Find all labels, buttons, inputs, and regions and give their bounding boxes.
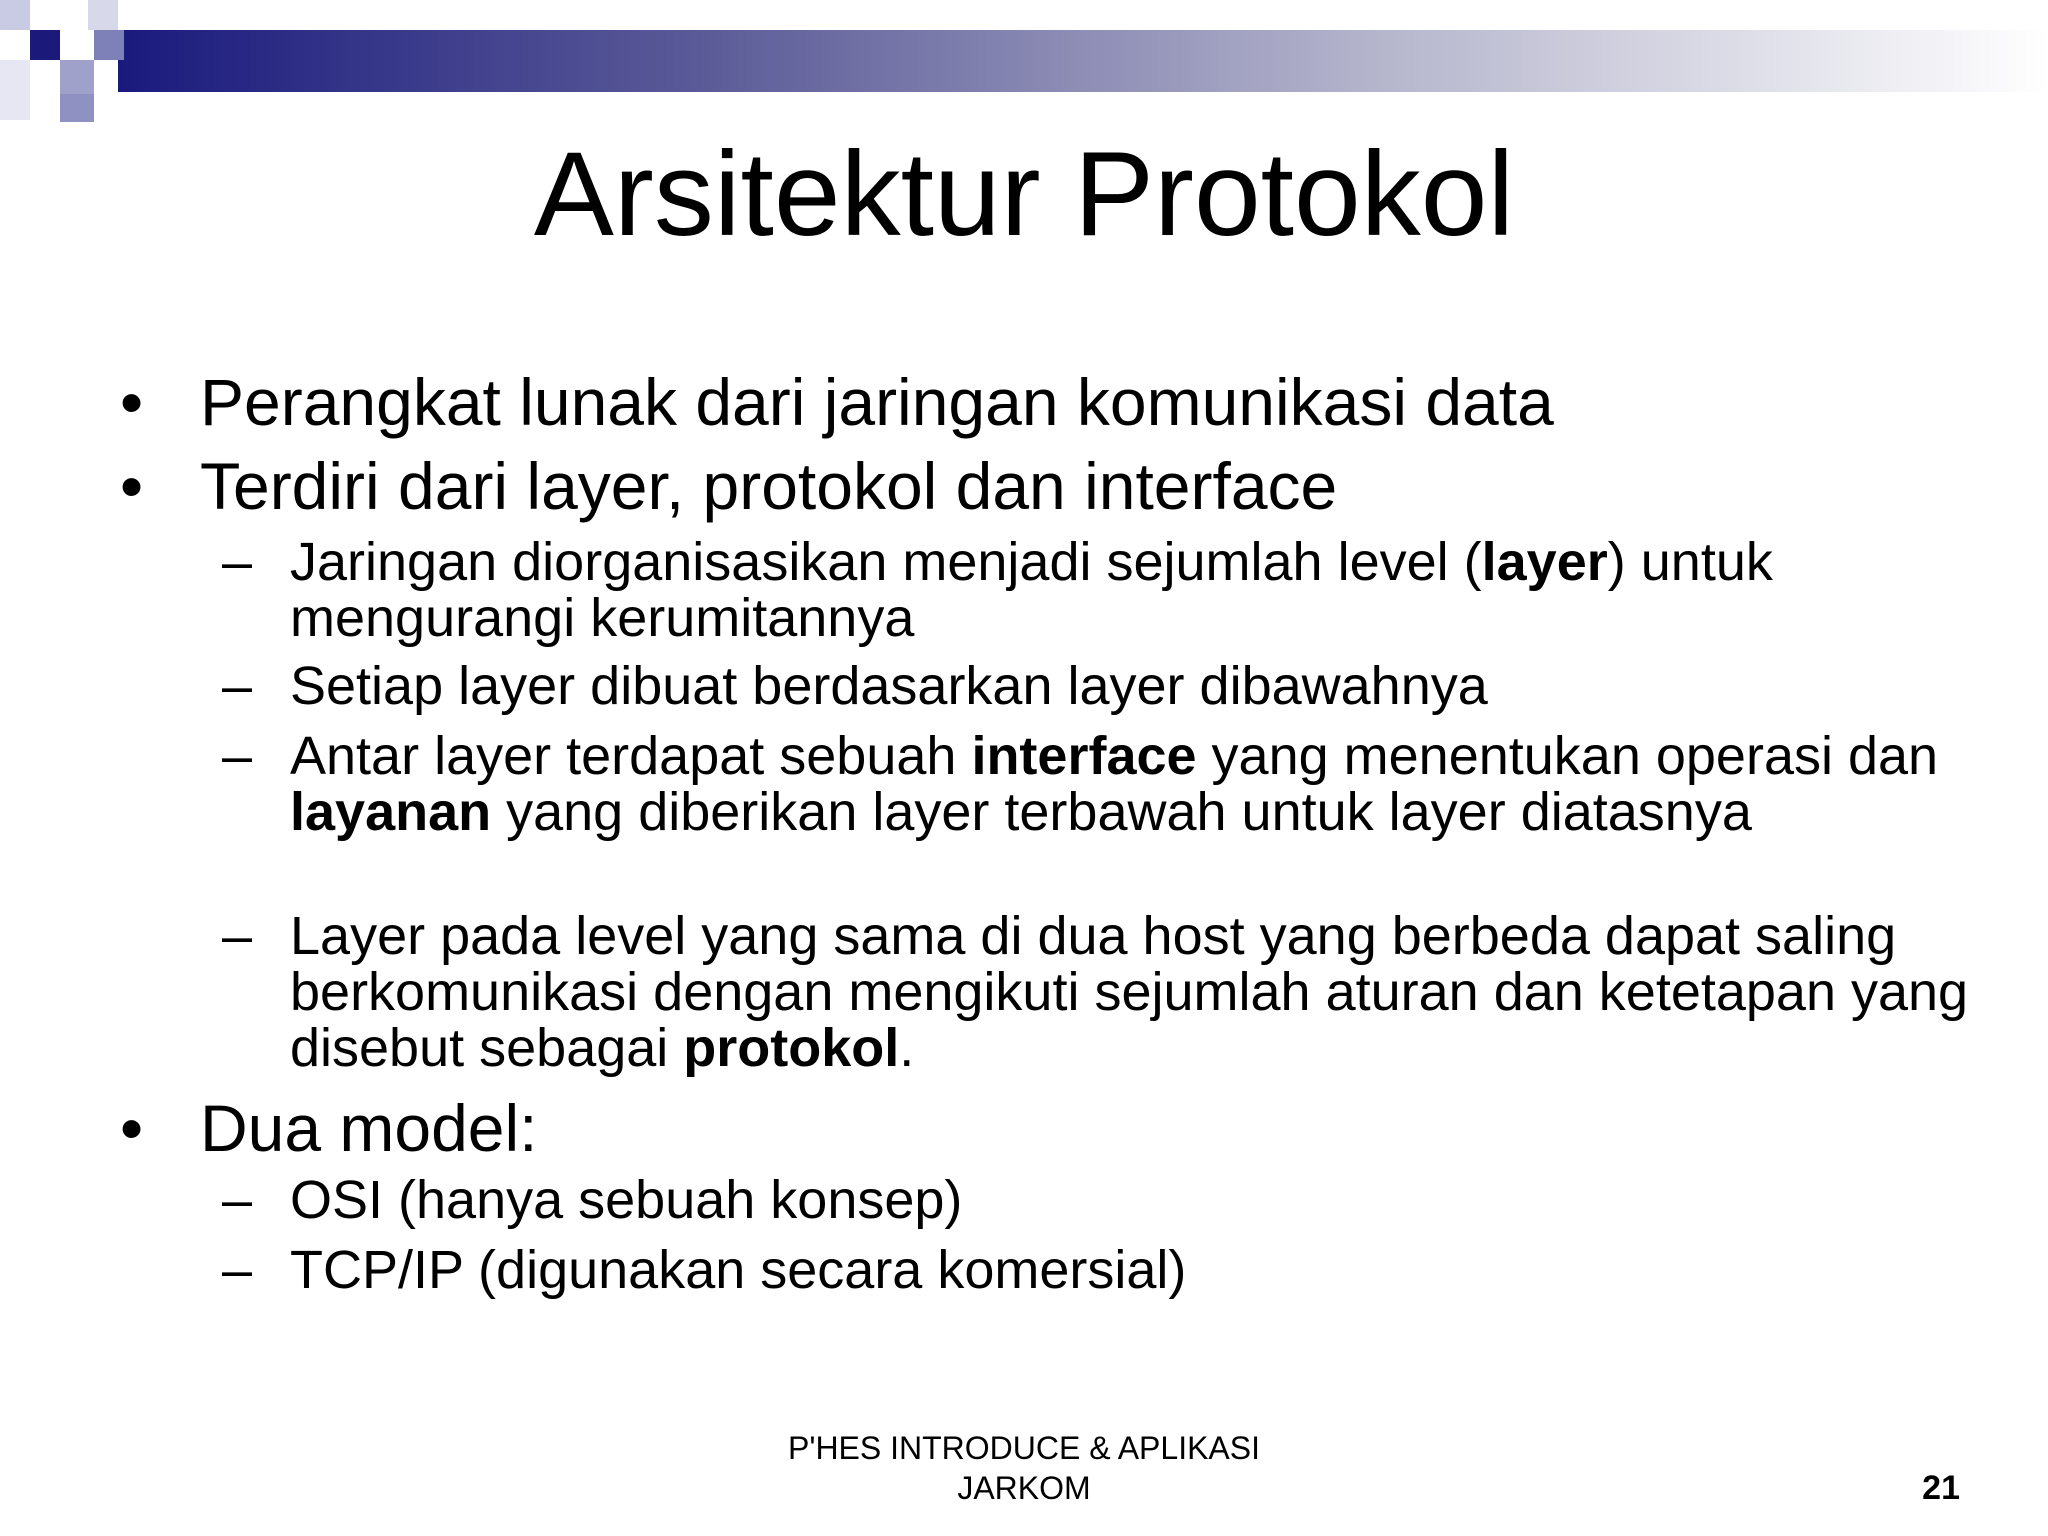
sub-text-bold: interface xyxy=(971,726,1197,786)
dash-glyph: – xyxy=(222,532,253,592)
dash-glyph: – xyxy=(222,906,253,966)
dash-glyph: – xyxy=(222,656,253,716)
sub-text-part: ) untuk mengurangi kerumitannya xyxy=(290,532,1773,648)
decor-square xyxy=(94,30,124,60)
bullet-glyph: • xyxy=(120,365,144,439)
sub-text-part: Antar layer terdapat sebuah xyxy=(290,726,972,786)
decor-square xyxy=(60,60,94,94)
header-decoration xyxy=(0,0,2048,130)
sub-text-part: Layer pada level yang sama di dua host yang berbeda dapat saling berkomunikasi dengan mengikuti sejumlah aturan dan ketetapan yang disebut sebagai xyxy=(290,906,1969,1078)
page-number: 21 xyxy=(1922,1469,1960,1507)
bullet-glyph: • xyxy=(120,449,144,523)
sub-item xyxy=(222,1240,1970,1300)
bullet-item xyxy=(120,1086,1980,1170)
sub-text-part: Jaringan diorganisasikan menjadi sejumlah level ( xyxy=(290,532,1482,592)
dash-glyph: – xyxy=(222,726,253,786)
sub-text-bold: layanan xyxy=(290,782,492,842)
slide-footer xyxy=(724,1428,1324,1508)
sub-text-bold: protokol xyxy=(683,1018,900,1078)
bullet-item xyxy=(120,444,1980,528)
header-gradient-bar xyxy=(118,30,2048,92)
dash-glyph: – xyxy=(222,1170,253,1230)
decor-square xyxy=(0,0,30,30)
sub-item xyxy=(222,532,1970,648)
sub-item xyxy=(222,656,1970,716)
decor-square xyxy=(0,60,30,120)
sub-item xyxy=(222,906,1970,1078)
sub-text-part: yang diberikan layer terbawah untuk layer diatasnya xyxy=(491,782,1752,842)
sub-text-part: . xyxy=(899,1018,915,1078)
sub-item xyxy=(222,1170,1970,1230)
sub-text: TCP/IP (digunakan secara komersial) xyxy=(290,1240,1187,1300)
bullet-text: Dua model: xyxy=(200,1091,538,1165)
bullet-item xyxy=(120,360,1980,444)
bullet-glyph: • xyxy=(120,1091,144,1165)
decor-square xyxy=(30,30,60,60)
decor-square xyxy=(60,94,94,122)
decor-square xyxy=(88,0,118,30)
slide-title: Arsitektur Protokol xyxy=(533,127,1515,261)
bullet-text: Perangkat lunak dari jaringan komunikasi data xyxy=(200,365,1554,439)
sub-text: OSI (hanya sebuah konsep) xyxy=(290,1170,963,1230)
dash-glyph: – xyxy=(222,1240,253,1300)
sub-text-part: yang menentukan operasi dan xyxy=(1196,726,1939,786)
sub-text: Setiap layer dibuat berdasarkan layer dibawahnya xyxy=(290,656,1488,716)
footer-line: JARKOM xyxy=(957,1470,1091,1506)
footer-line: P'HES INTRODUCE & APLIKASI xyxy=(787,1430,1260,1466)
sub-text-bold: layer xyxy=(1481,532,1608,592)
sub-item xyxy=(222,726,1970,842)
bullet-text: Terdiri dari layer, protokol dan interface xyxy=(200,449,1338,523)
